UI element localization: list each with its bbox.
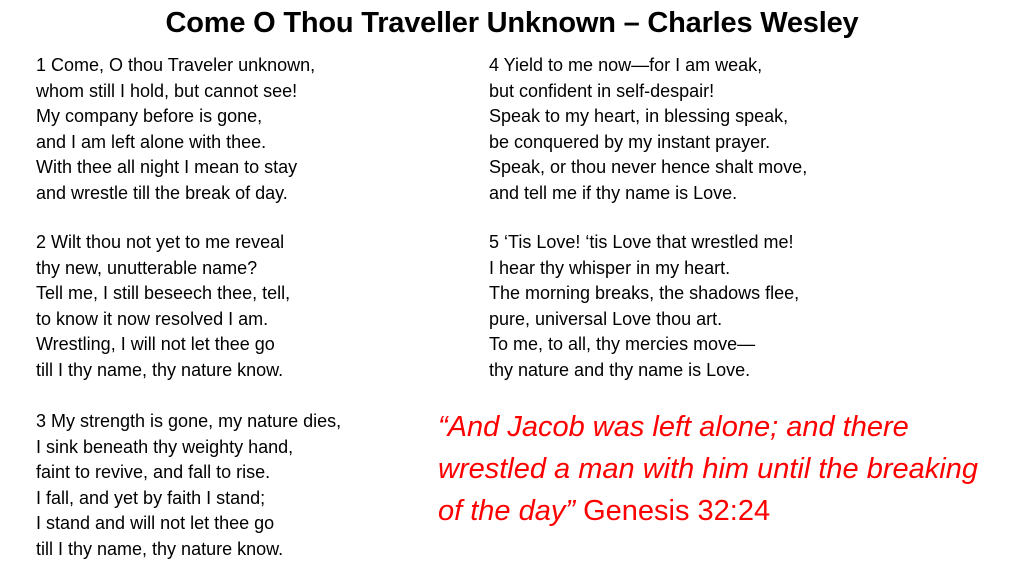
verse-line: thy new, unutterable name? xyxy=(36,257,258,278)
quote-text: “And Jacob was left alone; and there wrestled a man with him until the breaking of the day” xyxy=(438,411,978,527)
verse-line: to know it now resolved I am. xyxy=(36,308,269,329)
verse-line: faint to revive, and fall to rise. xyxy=(36,462,271,482)
verse-line: I fall, and yet by faith I stand; xyxy=(36,487,266,508)
verse-4 xyxy=(489,53,929,206)
verse-5 xyxy=(489,230,929,383)
verse-line: thy nature and thy name is Love. xyxy=(489,359,751,380)
verse-line: To me, to all, thy mercies move— xyxy=(489,334,756,354)
verse-line: 3 My strength is gone, my nature dies, xyxy=(36,411,342,431)
verse-line: I sink beneath thy weighty hand, xyxy=(36,436,294,457)
verse-line: With thee all night I mean to stay xyxy=(36,157,298,177)
verse-line: 2 Wilt thou not yet to me reveal xyxy=(36,232,285,252)
verse-line: but confident in self-despair! xyxy=(489,80,715,101)
verse-line: pure, universal Love thou art. xyxy=(489,308,723,329)
verse-line: Wrestling, I will not let thee go xyxy=(36,334,275,354)
verse-line: and tell me if thy name is Love. xyxy=(489,182,738,203)
verse-line: I stand and will not let thee go xyxy=(36,513,275,533)
slide-title: Come O Thou Traveller Unknown – Charles Wesley xyxy=(165,7,859,39)
verse-line: till I thy name, thy nature know. xyxy=(36,359,284,380)
quote-reference: Genesis 32:24 xyxy=(575,495,771,527)
verse-line: The morning breaks, the shadows flee, xyxy=(489,283,800,303)
verse-line: Speak to my heart, in blessing speak, xyxy=(489,106,789,126)
verse-line: Speak, or thou never hence shalt move, xyxy=(489,157,808,177)
verse-line: I hear thy whisper in my heart. xyxy=(489,257,731,278)
verse-line: My company before is gone, xyxy=(36,106,263,126)
scripture-quote xyxy=(438,406,998,532)
verse-line: 4 Yield to me now—for I am weak, xyxy=(489,55,763,75)
verse-line: 5 ‘Tis Love! ‘tis Love that wrestled me! xyxy=(489,232,794,252)
verse-line: till I thy name, thy nature know. xyxy=(36,538,284,559)
verse-line: be conquered by my instant prayer. xyxy=(489,131,771,152)
verse-line: 1 Come, O thou Traveler unknown, xyxy=(36,55,316,75)
verse-line: whom still I hold, but cannot see! xyxy=(36,80,298,101)
verse-3 xyxy=(36,409,476,562)
verse-2 xyxy=(36,230,476,383)
verse-line: and I am left alone with thee. xyxy=(36,131,267,152)
verse-line: Tell me, I still beseech thee, tell, xyxy=(36,283,291,303)
verse-line: and wrestle till the break of day. xyxy=(36,182,288,203)
verse-1 xyxy=(36,53,476,206)
